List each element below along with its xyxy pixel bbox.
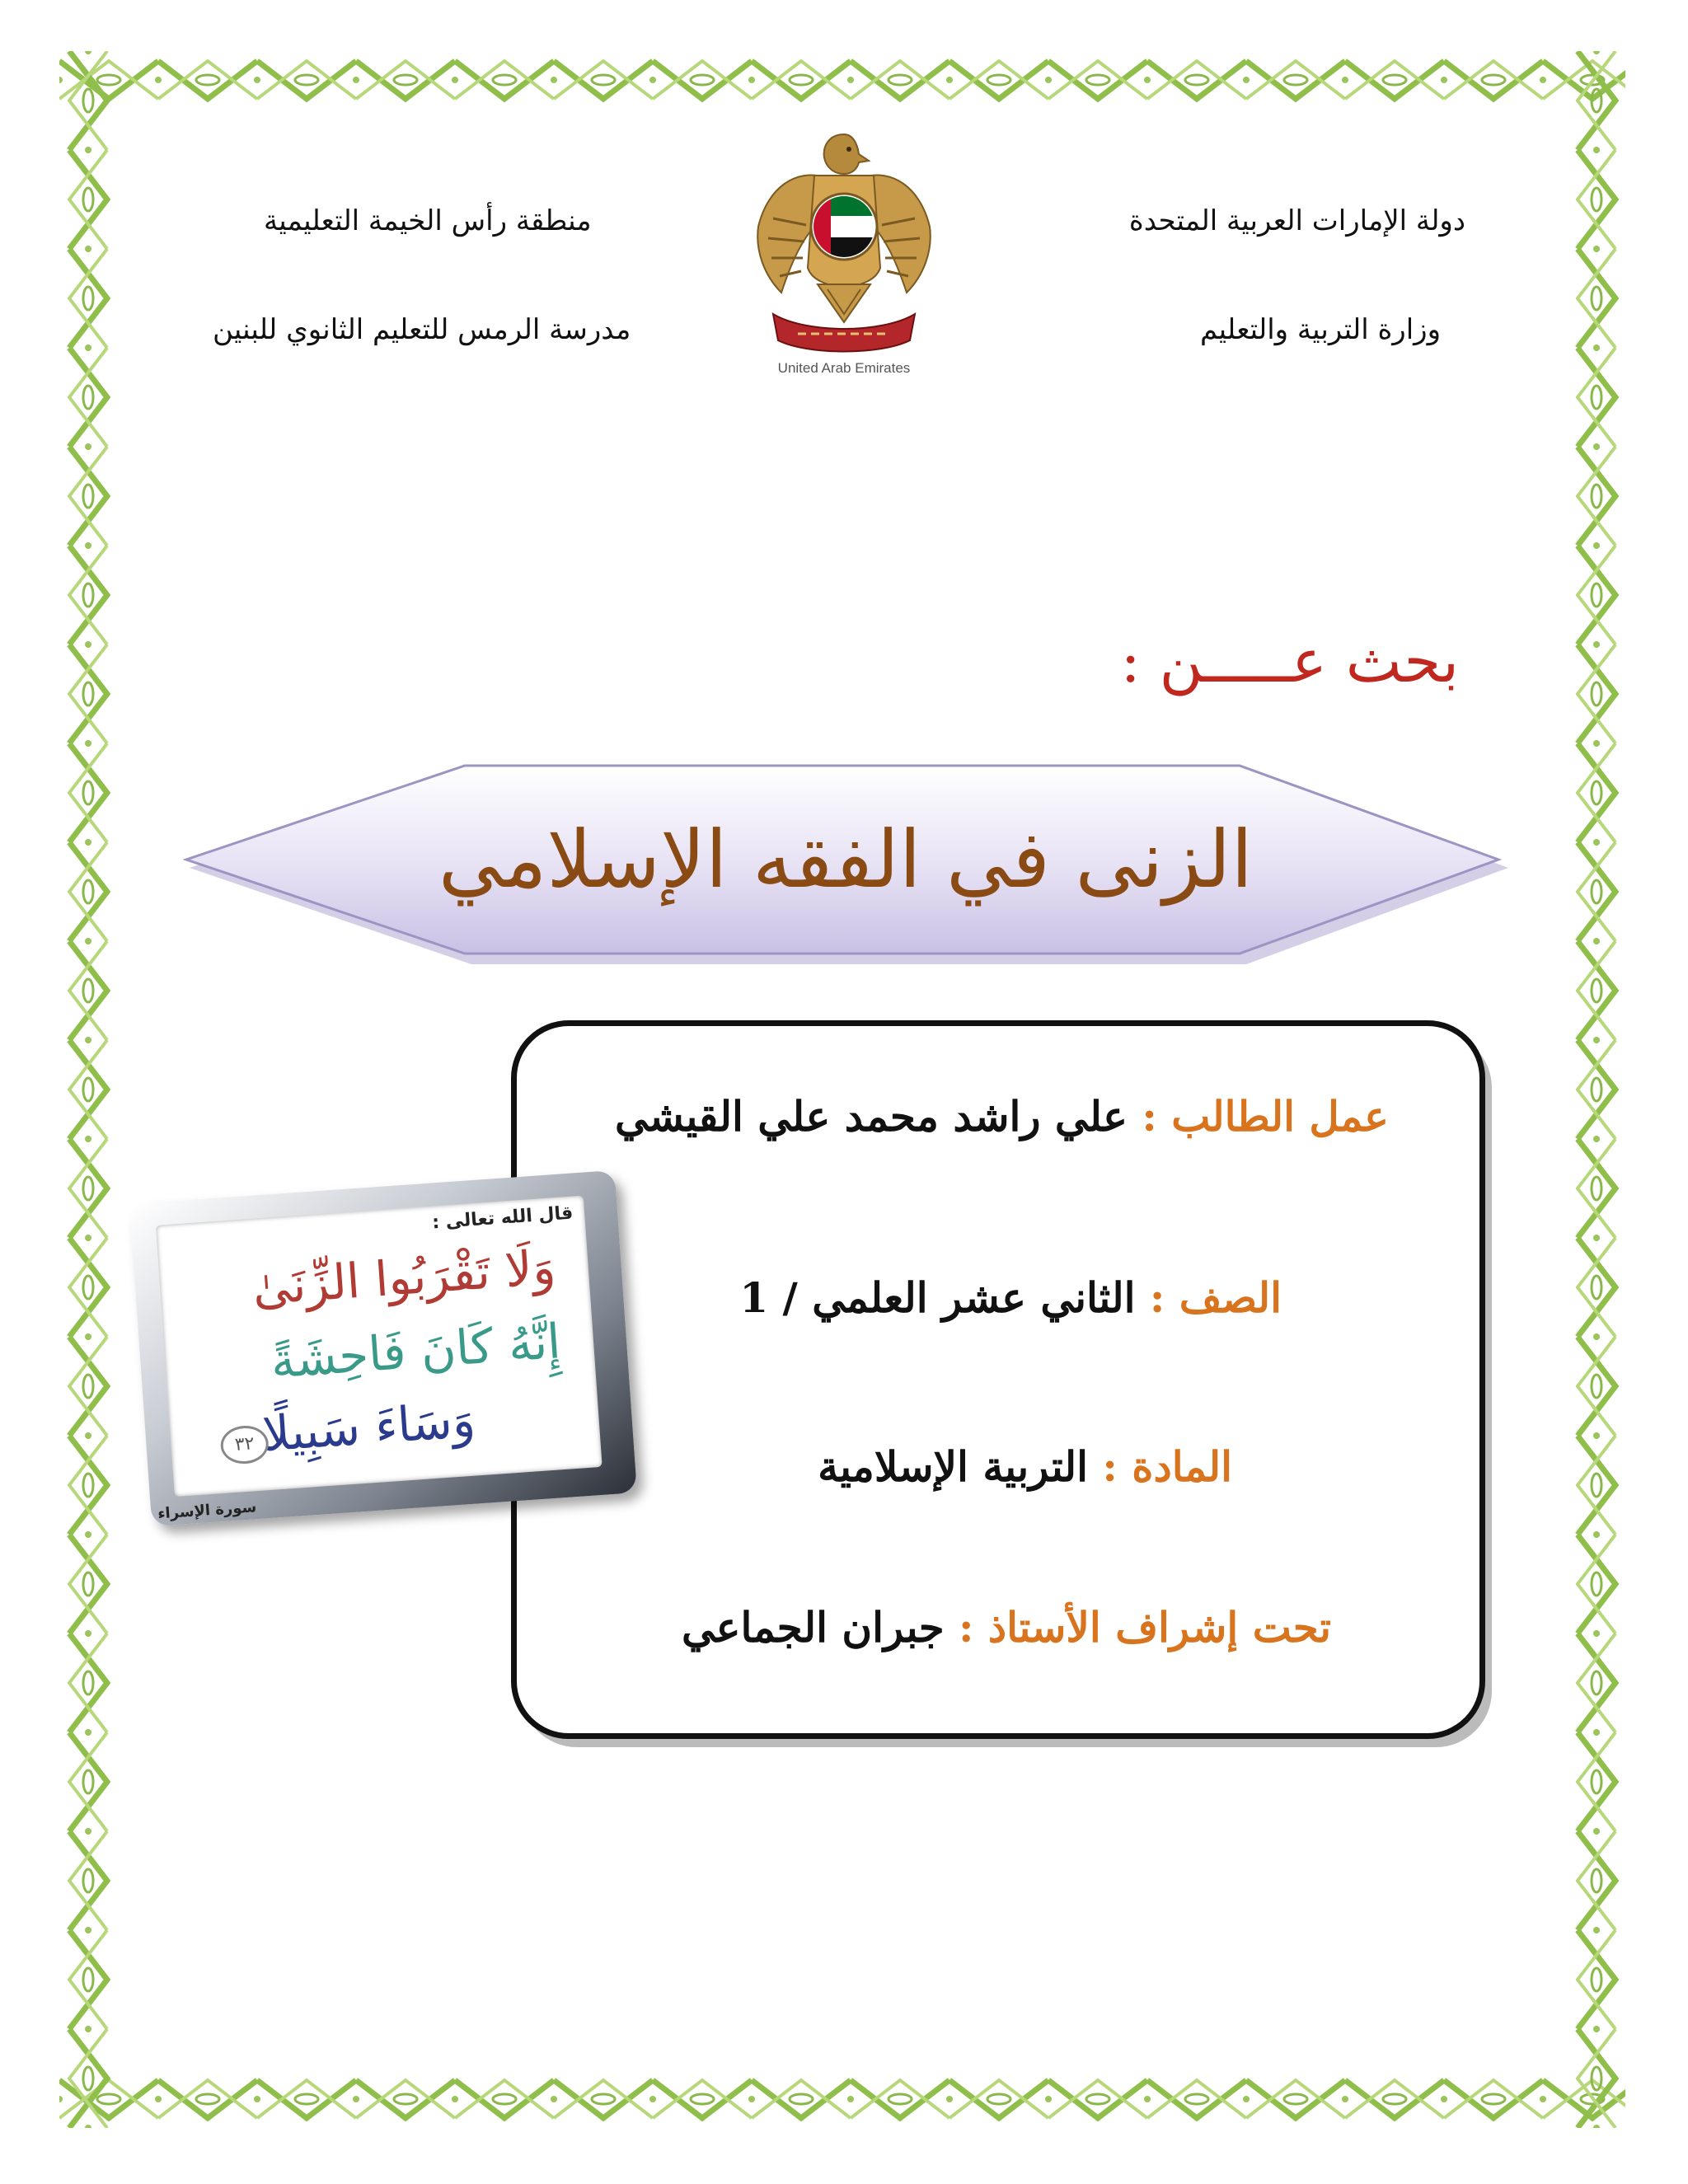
- subject-label: المادة :: [1102, 1442, 1232, 1491]
- header-ministry: وزارة التربية والتعليم: [1200, 313, 1441, 346]
- teacher-line: [682, 1603, 1331, 1652]
- verse-surah: سورة الإسراء: [157, 1498, 257, 1523]
- teacher-value: جبران الجماعي: [681, 1603, 945, 1652]
- info-box: [511, 1020, 1485, 1739]
- border-left: [59, 51, 117, 2128]
- research-label: بحث عـــــن :: [1120, 626, 1459, 696]
- verse-line-1: وَلَا تَقْرَبُوا الزِّنَىٰ: [251, 1239, 557, 1316]
- verse-line-3: وَسَاءَ سَبِيلًا: [260, 1391, 477, 1463]
- grade-line: [739, 1273, 1282, 1322]
- border-top: [59, 51, 1625, 109]
- grade-value: الثاني عشر العلمي / 1: [739, 1273, 1136, 1322]
- research-title: الزنى في الفقه الإسلامي: [438, 813, 1254, 906]
- verse-inner: [156, 1196, 603, 1497]
- subject-value: التربية الإسلامية: [818, 1442, 1088, 1491]
- verse-intro: قال الله تعالى :: [431, 1202, 574, 1234]
- border-right: [1568, 51, 1625, 2128]
- verse-card: [129, 1170, 637, 1526]
- student-name: علي راشد محمد علي القيشي: [615, 1092, 1128, 1141]
- header-region: منطقة رأس الخيمة التعليمية: [264, 204, 592, 237]
- verse-line-2: إِنَّهُ كَانَ فَاحِشَةً: [269, 1313, 563, 1390]
- subject-line: [818, 1442, 1232, 1491]
- student-line: [615, 1092, 1389, 1141]
- falcon-emblem-icon: [748, 128, 940, 359]
- grade-label: الصف :: [1149, 1273, 1282, 1322]
- student-label: عمل الطالب :: [1142, 1092, 1389, 1141]
- emblem-caption: United Arab Emirates: [777, 360, 911, 376]
- header-country: دولة الإمارات العربية المتحدة: [1128, 204, 1465, 237]
- uae-emblem: [748, 128, 940, 383]
- header-school: مدرسة الرمس للتعليم الثانوي للبنين: [213, 313, 631, 346]
- title-banner: [183, 762, 1508, 964]
- teacher-label: تحت إشراف الأستاذ :: [959, 1603, 1331, 1652]
- border-bottom: [59, 2070, 1625, 2128]
- verse-number-badge: ٣٢: [219, 1424, 270, 1465]
